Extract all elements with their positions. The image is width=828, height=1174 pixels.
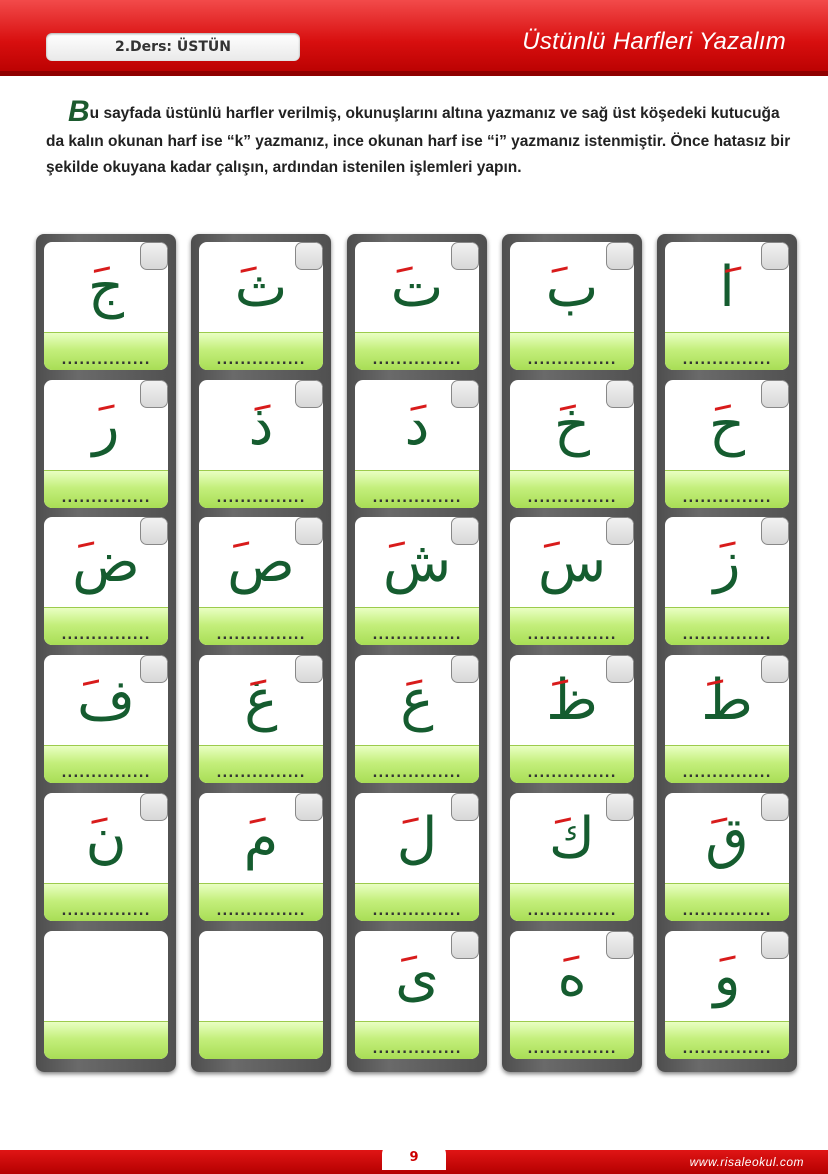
answer-dots: ............... (527, 628, 617, 643)
letter-column (502, 234, 642, 1072)
letter-card (665, 793, 789, 921)
k-i-checkbox[interactable] (606, 380, 634, 408)
k-i-checkbox[interactable] (295, 380, 323, 408)
arabic-letter: خ (553, 393, 591, 458)
answer-dots: ............... (527, 1042, 617, 1057)
answer-bar (199, 1021, 323, 1059)
answer-dots: ............... (527, 766, 617, 781)
arabic-letter: ت (390, 255, 444, 320)
letter-card (510, 793, 634, 921)
answer-dots: ............... (216, 353, 306, 368)
arabic-letter: ج (87, 255, 125, 320)
k-i-checkbox[interactable] (140, 655, 168, 683)
letter-card (355, 793, 479, 921)
empty-card (199, 931, 323, 1059)
answer-dots: ............... (61, 766, 151, 781)
answer-dots: ............... (682, 628, 772, 643)
answer-dots: ............... (61, 491, 151, 506)
arabic-letter: ف (76, 668, 136, 733)
arabic-letter: ظ (546, 668, 598, 733)
answer-dots: ............... (61, 353, 151, 368)
answer-dots: ............... (527, 491, 617, 506)
answer-dots: ............... (372, 766, 462, 781)
arabic-letter: ط (701, 668, 753, 733)
letter-card (44, 242, 168, 370)
arabic-letter: ث (234, 255, 288, 320)
k-i-checkbox[interactable] (451, 655, 479, 683)
arabic-letter: ق (705, 806, 749, 871)
k-i-checkbox[interactable] (140, 517, 168, 545)
letter-card (44, 655, 168, 783)
answer-dots: ............... (682, 491, 772, 506)
k-i-checkbox[interactable] (295, 242, 323, 270)
letter-card (355, 380, 479, 508)
answer-dots: ............... (527, 353, 617, 368)
answer-dots: ............... (216, 904, 306, 919)
letter-card (199, 380, 323, 508)
k-i-checkbox[interactable] (606, 242, 634, 270)
letter-card (665, 655, 789, 783)
letter-column (347, 234, 487, 1072)
answer-dots: ............... (216, 628, 306, 643)
page-number: 9 (382, 1144, 446, 1170)
letter-card (44, 793, 168, 921)
dropcap: B (68, 95, 90, 128)
arabic-letter: ص (227, 530, 295, 595)
k-i-checkbox[interactable] (295, 793, 323, 821)
letter-card (44, 517, 168, 645)
k-i-checkbox[interactable] (761, 380, 789, 408)
letter-card (199, 242, 323, 370)
k-i-checkbox[interactable] (606, 655, 634, 683)
letter-column (191, 234, 331, 1072)
arabic-letter: ب (545, 255, 599, 320)
arabic-letter: س (537, 530, 607, 595)
letter-card (199, 517, 323, 645)
answer-dots: ............... (372, 1042, 462, 1057)
arabic-letter: ك (548, 806, 596, 871)
arabic-letter: م (243, 806, 279, 871)
letter-card (355, 517, 479, 645)
arabic-letter: ح (708, 393, 746, 458)
letter-card (510, 242, 634, 370)
page-title: Üstünlü Harfleri Yazalım (522, 28, 786, 55)
arabic-letter: و (713, 944, 741, 1009)
answer-dots: ............... (61, 628, 151, 643)
k-i-checkbox[interactable] (140, 380, 168, 408)
answer-dots: ............... (61, 904, 151, 919)
k-i-checkbox[interactable] (761, 793, 789, 821)
arabic-letter: ل (396, 806, 438, 871)
arabic-letter: ا (719, 255, 735, 320)
arabic-letter: ى (395, 944, 439, 1009)
answer-dots: ............... (682, 1042, 772, 1057)
k-i-checkbox[interactable] (761, 517, 789, 545)
letter-card (355, 655, 479, 783)
arabic-letter: ذ (248, 393, 274, 458)
instructions-text: u sayfada üstünlü harfler verilmiş, okunuşlarını altına yazmanız ve sağ üst köşedeki kutucuğa da kalın okunan harf ise “k” yazmanız, ince okunan harf ise “i” yazmanız istenmiştir. Önce hatasız bir şekilde okuyana kadar çalışın, ardından istenilen işlemleri yapın. (46, 105, 791, 176)
arabic-letter: ه (557, 944, 587, 1009)
answer-dots: ............... (216, 766, 306, 781)
arabic-letter: غ (244, 668, 278, 733)
answer-dots: ............... (372, 904, 462, 919)
k-i-checkbox[interactable] (606, 793, 634, 821)
answer-dots: ............... (682, 766, 772, 781)
letter-card (665, 517, 789, 645)
arabic-letter: ن (85, 806, 127, 871)
k-i-checkbox[interactable] (451, 242, 479, 270)
letter-card (510, 655, 634, 783)
letter-card (510, 517, 634, 645)
answer-dots: ............... (372, 353, 462, 368)
letter-card (510, 931, 634, 1059)
letter-card (44, 380, 168, 508)
arabic-letter: ض (72, 530, 140, 595)
arabic-letter: ع (400, 668, 434, 733)
k-i-checkbox[interactable] (451, 380, 479, 408)
arabic-letter: د (404, 393, 430, 458)
letter-card (665, 380, 789, 508)
k-i-checkbox[interactable] (606, 517, 634, 545)
letter-column (657, 234, 797, 1072)
answer-dots: ............... (372, 491, 462, 506)
k-i-checkbox[interactable] (451, 517, 479, 545)
letter-card (665, 242, 789, 370)
letter-card (199, 793, 323, 921)
letter-card (665, 931, 789, 1059)
k-i-checkbox[interactable] (140, 242, 168, 270)
k-i-checkbox[interactable] (295, 655, 323, 683)
answer-dots: ............... (682, 353, 772, 368)
lesson-label: 2.Ders: ÜSTÜN (46, 33, 300, 61)
instructions (46, 95, 791, 181)
answer-bar (44, 1021, 168, 1059)
letter-column (36, 234, 176, 1072)
k-i-checkbox[interactable] (140, 793, 168, 821)
answer-dots: ............... (527, 904, 617, 919)
k-i-checkbox[interactable] (606, 931, 634, 959)
k-i-checkbox[interactable] (761, 655, 789, 683)
arabic-letter: ز (713, 530, 741, 595)
letter-card (510, 380, 634, 508)
arabic-letter: ر (92, 393, 120, 458)
k-i-checkbox[interactable] (761, 242, 789, 270)
arabic-letter: ش (382, 530, 452, 595)
k-i-checkbox[interactable] (451, 931, 479, 959)
answer-dots: ............... (216, 491, 306, 506)
answer-dots: ............... (372, 628, 462, 643)
answer-dots: ............... (682, 904, 772, 919)
empty-card (44, 931, 168, 1059)
k-i-checkbox[interactable] (295, 517, 323, 545)
website-url: www.risaleokul.com (689, 1155, 804, 1169)
letter-card (355, 931, 479, 1059)
letter-card (199, 655, 323, 783)
letter-card (355, 242, 479, 370)
k-i-checkbox[interactable] (451, 793, 479, 821)
k-i-checkbox[interactable] (761, 931, 789, 959)
